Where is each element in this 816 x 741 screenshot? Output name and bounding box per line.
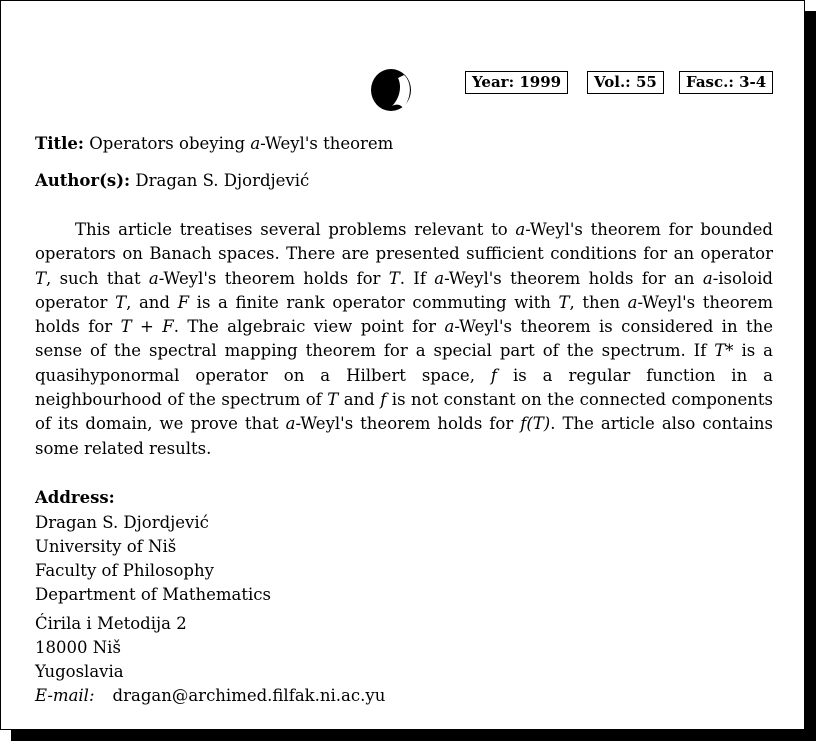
address-line: 18000 Niš — [35, 638, 121, 657]
title-line — [35, 134, 393, 153]
email-line — [35, 686, 385, 705]
year-badge: Year: 1999 — [465, 71, 568, 94]
address-line: Yugoslavia — [35, 662, 124, 681]
authors-text: Dragan S. Djordjević — [135, 171, 310, 190]
email-link[interactable]: dragan@archimed.filfak.ni.ac.yu — [112, 686, 386, 705]
address-line: Ćirila i Metodija 2 — [35, 614, 187, 633]
address-line: University of Niš — [35, 537, 177, 556]
address-line: Faculty of Philosophy — [35, 561, 214, 580]
title-text: Operators obeying a-Weyl's theorem — [89, 134, 394, 153]
abstract: This article treatises several problems relevant to a-Weyl's theorem for bounded operators on Banach spaces. There are presented sufficient conditions for an operator T, such that a-Weyl's theorem holds for T. If a-Weyl's theorem holds for an a-isoloid operator T, and F is a finite rank operator commuting with T, then a-Weyl's theorem holds for T + F. The algebraic view point for a-Weyl's theorem is considered in the sense of the spectral mapping theorem for a special part of the spectrum. If T* is a quasihyponormal operator on a Hilbert space, f is a regular function in a neighbourhood of the spectrum of T and f is not constant on the connected components of its domain, we prove that a-Weyl's theorem holds for f(T). The article also contains some related results. — [35, 220, 774, 458]
authors-line — [35, 171, 309, 190]
address-label: Address: — [35, 488, 115, 507]
email-label: E-mail: — [35, 686, 95, 705]
address-line: Dragan S. Djordjević — [35, 513, 209, 532]
volume-badge: Vol.: 55 — [587, 71, 664, 94]
address-line: Department of Mathematics — [35, 585, 271, 604]
authors-label: Author(s): — [35, 171, 131, 190]
journal-logo-icon — [370, 68, 412, 112]
fascicle-badge: Fasc.: 3-4 — [679, 71, 773, 94]
title-label: Title: — [35, 134, 85, 153]
